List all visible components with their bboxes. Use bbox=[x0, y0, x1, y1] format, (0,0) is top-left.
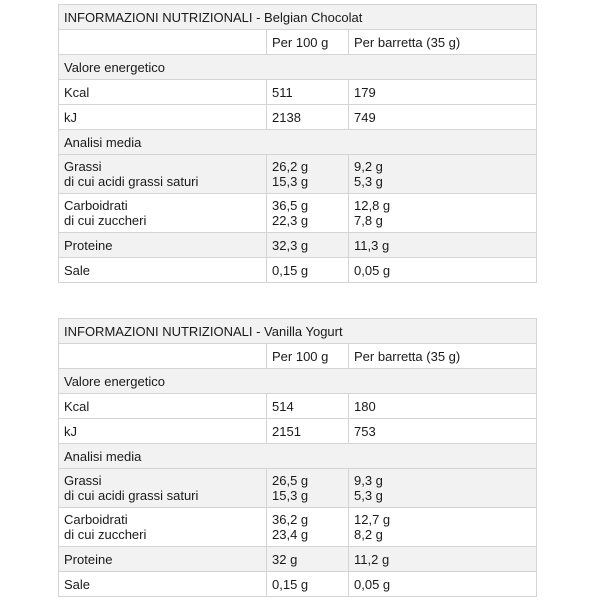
table-header-row bbox=[59, 344, 537, 369]
cell-protein-per100: 32 g bbox=[267, 547, 349, 572]
cell-carbs-perbar bbox=[349, 508, 537, 547]
fats-sublabel: di cui acidi grassi saturi bbox=[64, 488, 199, 503]
cell-kcal-per100: 514 bbox=[267, 394, 349, 419]
carbs-per100: 36,2 g bbox=[272, 512, 309, 527]
row-label-kcal: Kcal bbox=[59, 80, 267, 105]
table-row-fats bbox=[59, 469, 537, 508]
table-row-protein bbox=[59, 547, 537, 572]
cell-carbs-per100 bbox=[267, 194, 349, 233]
table-row-kcal bbox=[59, 394, 537, 419]
table-row-kcal bbox=[59, 80, 537, 105]
cell-fats-perbar bbox=[349, 469, 537, 508]
section-row-energy bbox=[59, 369, 537, 394]
cell-fats-perbar bbox=[349, 155, 537, 194]
nutrition-table-belgian-chocolat bbox=[58, 4, 537, 283]
cell-salt-per100: 0,15 g bbox=[267, 258, 349, 283]
cell-kcal-perbar: 179 bbox=[349, 80, 537, 105]
carbs-label: Carboidrati bbox=[64, 198, 128, 213]
fats-per100: 26,2 g bbox=[272, 159, 309, 174]
header-empty-cell bbox=[59, 344, 267, 369]
cell-salt-per100: 0,15 g bbox=[267, 572, 349, 597]
table-row-protein bbox=[59, 233, 537, 258]
cell-kj-perbar: 749 bbox=[349, 105, 537, 130]
cell-kj-per100: 2138 bbox=[267, 105, 349, 130]
section-row-analysis bbox=[59, 444, 537, 469]
row-label-kcal: Kcal bbox=[59, 394, 267, 419]
table-row-kj bbox=[59, 419, 537, 444]
cell-salt-perbar: 0,05 g bbox=[349, 258, 537, 283]
row-label-kj: kJ bbox=[59, 419, 267, 444]
fats-label: Grassi bbox=[64, 473, 102, 488]
cell-kj-perbar: 753 bbox=[349, 419, 537, 444]
cell-protein-perbar: 11,3 g bbox=[349, 233, 537, 258]
cell-protein-perbar: 11,2 g bbox=[349, 547, 537, 572]
row-label-kj: kJ bbox=[59, 105, 267, 130]
section-row-analysis bbox=[59, 130, 537, 155]
carbs-perbar: 12,7 g bbox=[354, 512, 391, 527]
table-title: INFORMAZIONI NUTRIZIONALI - Belgian Chocolat bbox=[59, 5, 537, 30]
section-row-energy bbox=[59, 55, 537, 80]
table-title-row bbox=[59, 5, 537, 30]
carbs-sublabel: di cui zuccheri bbox=[64, 527, 147, 542]
table-row-kj bbox=[59, 105, 537, 130]
table-row-carbs bbox=[59, 194, 537, 233]
carbs-perbar-sub: 7,8 g bbox=[354, 213, 383, 228]
table-row-salt bbox=[59, 572, 537, 597]
nutrition-table-vanilla-yogurt bbox=[58, 318, 537, 597]
fats-sublabel: di cui acidi grassi saturi bbox=[64, 174, 199, 189]
section-label-analysis: Analisi media bbox=[59, 444, 537, 469]
carbs-per100-sub: 22,3 g bbox=[272, 213, 309, 228]
cell-carbs-perbar bbox=[349, 194, 537, 233]
header-per-100g: Per 100 g bbox=[267, 30, 349, 55]
section-label-analysis: Analisi media bbox=[59, 130, 537, 155]
fats-perbar-sub: 5,3 g bbox=[354, 488, 383, 503]
header-per-bar: Per barretta (35 g) bbox=[349, 344, 537, 369]
carbs-label: Carboidrati bbox=[64, 512, 128, 527]
fats-per100: 26,5 g bbox=[272, 473, 309, 488]
cell-protein-per100: 32,3 g bbox=[267, 233, 349, 258]
carbs-perbar: 12,8 g bbox=[354, 198, 391, 213]
fats-perbar-sub: 5,3 g bbox=[354, 174, 383, 189]
header-empty-cell bbox=[59, 30, 267, 55]
section-label-energy: Valore energetico bbox=[59, 369, 537, 394]
table-row-fats bbox=[59, 155, 537, 194]
carbs-perbar-sub: 8,2 g bbox=[354, 527, 383, 542]
table-row-salt bbox=[59, 258, 537, 283]
row-label-salt: Sale bbox=[59, 572, 267, 597]
row-label-carbs bbox=[59, 508, 267, 547]
fats-perbar: 9,2 g bbox=[354, 159, 383, 174]
cell-kcal-per100: 511 bbox=[267, 80, 349, 105]
header-per-100g: Per 100 g bbox=[267, 344, 349, 369]
fats-label: Grassi bbox=[64, 159, 102, 174]
table-row-carbs bbox=[59, 508, 537, 547]
fats-per100-sub: 15,3 g bbox=[272, 174, 309, 189]
fats-perbar: 9,3 g bbox=[354, 473, 383, 488]
row-label-protein: Proteine bbox=[59, 547, 267, 572]
table-title-row bbox=[59, 319, 537, 344]
cell-carbs-per100 bbox=[267, 508, 349, 547]
cell-kcal-perbar: 180 bbox=[349, 394, 537, 419]
row-label-protein: Proteine bbox=[59, 233, 267, 258]
cell-kj-per100: 2151 bbox=[267, 419, 349, 444]
carbs-per100-sub: 23,4 g bbox=[272, 527, 309, 542]
section-label-energy: Valore energetico bbox=[59, 55, 537, 80]
table-title: INFORMAZIONI NUTRIZIONALI - Vanilla Yogurt bbox=[59, 319, 537, 344]
row-label-salt: Sale bbox=[59, 258, 267, 283]
carbs-per100: 36,5 g bbox=[272, 198, 309, 213]
carbs-sublabel: di cui zuccheri bbox=[64, 213, 147, 228]
table-header-row bbox=[59, 30, 537, 55]
cell-fats-per100 bbox=[267, 469, 349, 508]
header-per-bar: Per barretta (35 g) bbox=[349, 30, 537, 55]
fats-per100-sub: 15,3 g bbox=[272, 488, 309, 503]
row-label-fats bbox=[59, 469, 267, 508]
cell-salt-perbar: 0,05 g bbox=[349, 572, 537, 597]
row-label-fats bbox=[59, 155, 267, 194]
cell-fats-per100 bbox=[267, 155, 349, 194]
row-label-carbs bbox=[59, 194, 267, 233]
